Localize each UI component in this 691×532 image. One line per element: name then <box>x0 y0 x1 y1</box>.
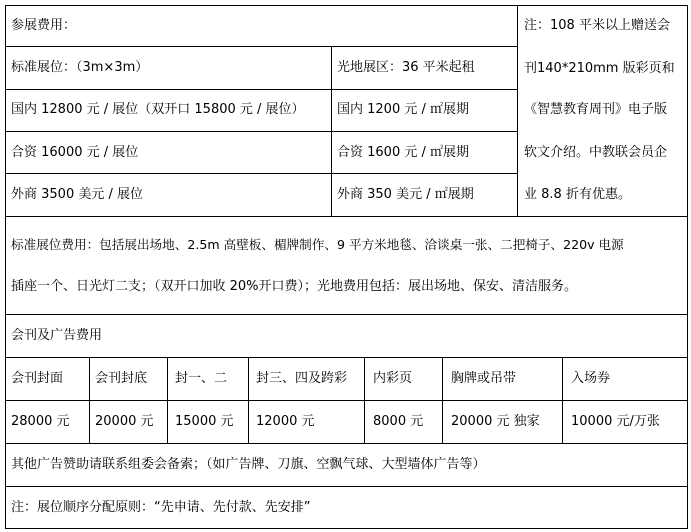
ad-price: 15000 元 <box>175 414 234 429</box>
raw-price-foreign: 外商 350 美元 / ㎡展期 <box>337 187 474 202</box>
ad-header: 内彩页 <box>373 371 413 386</box>
ad-header: 封一、二 <box>175 371 228 386</box>
row-divider <box>5 46 517 47</box>
col-divider <box>442 357 443 443</box>
section-title: 参展费用： <box>11 18 77 33</box>
note-line: 软文介绍。中教联会员企 <box>524 145 668 160</box>
ad-price: 10000 元/万张 <box>571 414 660 429</box>
standard-price-domestic: 国内 12800 元 / 展位（双开口 15800 元 / 展位） <box>11 102 305 117</box>
note-line: 注：108 平米以上赠送会 <box>524 18 670 33</box>
ad-price: 20000 元 独家 <box>451 414 540 429</box>
raw-price-domestic: 国内 1200 元 / ㎡展期 <box>337 102 469 117</box>
col-divider <box>517 5 518 216</box>
ad-header: 会刊封面 <box>11 371 64 386</box>
ad-price: 20000 元 <box>95 414 154 429</box>
row-divider <box>5 443 688 444</box>
ad-header: 入场券 <box>571 371 611 386</box>
ads-title: 会刊及广告费用 <box>11 328 103 343</box>
standard-price-foreign: 外商 3500 美元 / 展位 <box>11 187 143 202</box>
col-divider <box>331 46 332 216</box>
note-line: 《智慧教育周刊》电子版 <box>524 102 668 117</box>
fees-description: 标准展位费用：包括展出场地、2.5m 高壁板、楣牌制作、9 平方米地毯、洽谈桌一张、二把椅子、220v 电源 <box>11 237 624 252</box>
ad-header: 封三、四及跨彩 <box>256 371 348 386</box>
col-divider <box>248 357 249 443</box>
standard-booth-label: 标准展位：（3m×3m） <box>11 60 149 75</box>
note-line: 刊140*210mm 版彩页和 <box>524 61 675 76</box>
row-divider <box>5 173 517 174</box>
row-divider <box>5 314 688 315</box>
raw-space-label: 光地展区：36 平米起租 <box>337 60 475 75</box>
raw-price-joint: 合资 1600 元 / ㎡展期 <box>337 145 469 160</box>
fee-table <box>5 5 688 529</box>
ad-header: 会刊封底 <box>95 371 148 386</box>
row-divider <box>5 131 517 132</box>
col-divider <box>562 357 563 443</box>
row-divider <box>5 89 517 90</box>
ad-price: 28000 元 <box>11 414 70 429</box>
allocation-note: 注：展位顺序分配原则：“先申请、先付款、先安排” <box>11 500 311 515</box>
row-divider <box>5 400 688 401</box>
ad-header: 胸牌或吊带 <box>451 371 517 386</box>
fees-description: 插座一个、日光灯二支；（双开口加收 20%开口费）；光地费用包括：展出场地、保安、清洁服务。 <box>11 279 578 294</box>
row-divider <box>5 357 688 358</box>
other-ads-note: 其他广告赞助请联系组委会备索；（如广告牌、刀旗、空飘气球、大型墙体广告等） <box>11 457 486 472</box>
ad-price: 8000 元 <box>373 414 424 429</box>
note-line: 业 8.8 折有优惠。 <box>524 187 631 202</box>
row-divider <box>5 216 688 217</box>
row-divider <box>5 486 688 487</box>
col-divider <box>364 357 365 443</box>
col-divider <box>167 357 168 443</box>
ad-price: 12000 元 <box>256 414 315 429</box>
standard-price-joint: 合资 16000 元 / 展位 <box>11 145 139 160</box>
col-divider <box>89 357 90 443</box>
